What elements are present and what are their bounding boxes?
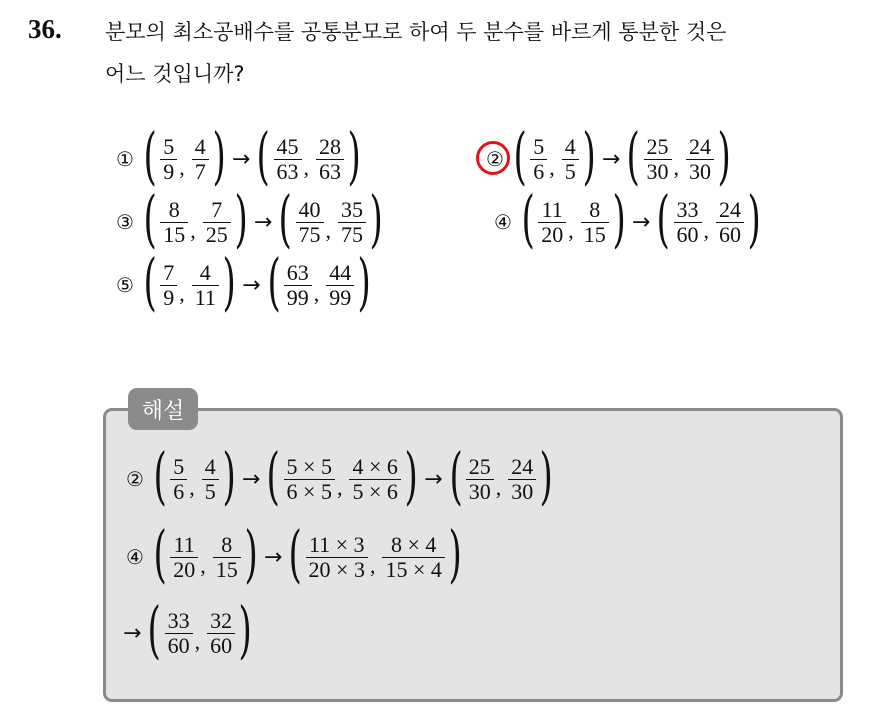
choice-2[interactable]: ② ( $\frac{5}{6}$ , $\frac{4}{5}$ ) → ( $\frac{25}{30}$ , $\frac{24}{30}$ ) (478, 124, 732, 194)
fraction: $\frac{35}{75}$ (338, 198, 366, 247)
fraction: $\frac{4 \times 6}{5 \times 6}$ (349, 455, 400, 504)
choice-number: ② (126, 467, 144, 491)
choice-number: ③ (116, 210, 134, 234)
fraction: $\frac{11 \times 3}{20 \times 3}$ (306, 533, 368, 582)
explanation-line-3: → ( $\frac{33}{60}$ , $\frac{32}{60}$ ) (123, 593, 252, 666)
choice-number: ⑤ (116, 273, 134, 297)
question-text-line2: 어느 것입니까? (105, 62, 245, 86)
arrow-icon: → (424, 466, 443, 492)
fraction: $\frac{63}{99}$ (284, 261, 312, 310)
arrow-icon: → (241, 466, 261, 492)
fraction: $\frac{5}{6}$ (530, 135, 547, 184)
choice-number: ④ (126, 545, 144, 569)
explanation-line-2: ④ ( $\frac{11}{20}$ , $\frac{8}{15}$ ) → ( $\frac{11 \times 3}{20 \times 3}$ , $\frac{8 \times 4}{15 \times 4}$ ) (118, 522, 463, 592)
fraction: $\frac{11}{20}$ (538, 198, 566, 247)
choice-5[interactable]: ⑤ ( $\frac{7}{9}$ , $\frac{4}{11}$ ) → ( $\frac{63}{99}$ , $\frac{44}{99}$ ) (108, 250, 372, 320)
fraction: $\frac{25}{30}$ (466, 455, 494, 504)
fraction: $\frac{24}{30}$ (508, 455, 536, 504)
choice-4[interactable]: ④ ( $\frac{11}{20}$ , $\frac{8}{15}$ ) → ( $\frac{33}{60}$ , $\frac{24}{60}$ ) (486, 187, 762, 257)
fraction: $\frac{40}{75}$ (296, 198, 324, 247)
left-paren: ( (143, 119, 157, 192)
explanation-line-1: ② ( $\frac{5}{6}$ , $\frac{4}{5}$ ) → ( $\frac{5 \times 5}{6 \times 5}$ , $\frac{4 \times 6}{5 \times 6}$ ) → ( $\frac{25}{30}$ , $\frac{24}{30}$ ) (118, 444, 554, 514)
fraction: $\frac{8}{15}$ (213, 533, 241, 582)
choice-number: ① (116, 147, 134, 171)
fraction: $\frac{7}{9}$ (160, 261, 177, 310)
question-number: 36. (28, 14, 62, 44)
question-text-line1: 분모의 최소공배수를 공통분모로 하여 두 분수를 바르게 통분한 것은 (105, 20, 727, 44)
fraction: $\frac{45}{63}$ (274, 135, 302, 184)
red-circle-mark-icon (476, 141, 510, 175)
fraction: $\frac{4}{11}$ (192, 261, 219, 310)
choice-number: ④ (494, 210, 512, 234)
explanation-label: 해설 (128, 388, 198, 430)
fraction: $\frac{33}{60}$ (165, 609, 193, 658)
fraction: $\frac{25}{30}$ (644, 135, 672, 184)
right-paren: ) (212, 119, 226, 192)
fraction: $\frac{24}{60}$ (716, 198, 744, 247)
arrow-icon: → (601, 146, 621, 172)
arrow-icon: → (242, 272, 261, 298)
fraction: $\frac{44}{99}$ (326, 261, 354, 310)
fraction: $\frac{28}{63}$ (316, 135, 344, 184)
fraction: $\frac{4}{5}$ (202, 455, 219, 504)
choice-1[interactable]: ① ( $\frac{5}{9}$ , $\frac{4}{7}$ ) → ( $\frac{45}{63}$ , $\frac{28}{63}$ ) (108, 124, 362, 194)
fraction: $\frac{4}{5}$ (562, 135, 579, 184)
fraction: $\frac{32}{60}$ (207, 609, 235, 658)
fraction: $\frac{8}{15}$ (581, 198, 609, 247)
fraction: $\frac{5}{9}$ (160, 135, 177, 184)
arrow-icon: → (253, 209, 273, 235)
fraction: $\frac{5}{6}$ (170, 455, 187, 504)
fraction: $\frac{4}{7}$ (192, 135, 209, 184)
choice-number: ② (478, 147, 512, 171)
arrow-icon: → (231, 146, 251, 172)
fraction: $\frac{33}{60}$ (674, 198, 702, 247)
arrow-icon: → (263, 544, 283, 570)
fraction: $\frac{5 \times 5}{6 \times 5}$ (284, 455, 335, 504)
fraction: $\frac{8 \times 4}{15 \times 4}$ (382, 533, 444, 582)
arrow-icon: → (123, 620, 142, 646)
fraction: $\frac{24}{30}$ (686, 135, 714, 184)
fraction: $\frac{11}{20}$ (170, 533, 198, 582)
fraction: $\frac{7}{25}$ (203, 198, 231, 247)
arrow-icon: → (631, 209, 651, 235)
fraction: $\frac{8}{15}$ (160, 198, 188, 247)
choice-3[interactable]: ③ ( $\frac{8}{15}$ , $\frac{7}{25}$ ) → ( $\frac{40}{75}$ , $\frac{35}{75}$ ) (108, 187, 384, 257)
